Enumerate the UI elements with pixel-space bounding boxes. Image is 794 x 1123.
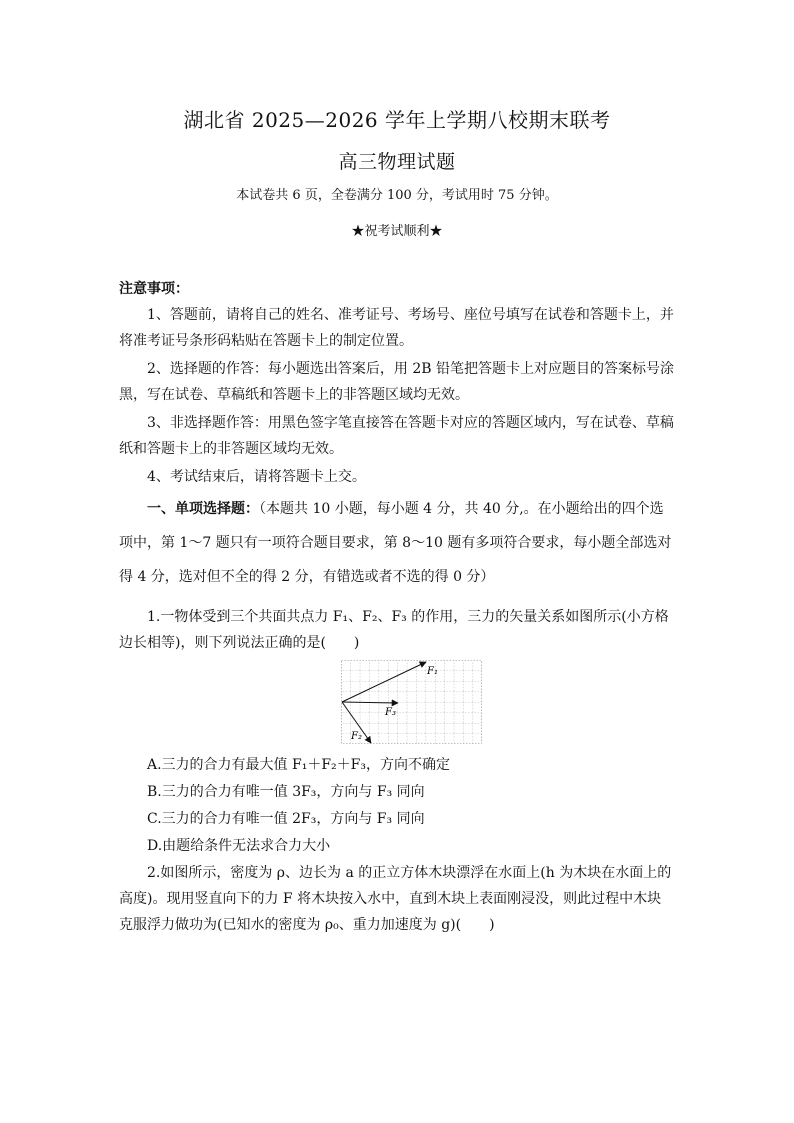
exam-title: 湖北省 2025—2026 学年上学期八校期末联考 (183, 108, 611, 132)
exam-info: 本试卷共 6 页，全卷满分 100 分，考试用时 75 分钟。 (236, 188, 558, 203)
section-1-instructions (119, 492, 675, 594)
good-luck-line: ★祝考试顺利★ (351, 224, 443, 239)
exam-subtitle: 高三物理试题 (338, 151, 456, 173)
q1-option-b: B.三力的合力有唯一值 3F₃，方向与 F₃ 同向 (147, 784, 425, 800)
notice-heading: 注意事项： (119, 281, 189, 297)
section-1-heading: 一、单项选择题： (147, 501, 259, 517)
notice-item-4: 4、考试结束后，请将答题卡上交。 (147, 469, 366, 485)
q1-option-a: A.三力的合力有最大值 F₁＋F₂＋F₃，方向不确定 (147, 757, 450, 773)
notice-item-3: 3、非选择题作答：用黑色签字笔直接答在答题卡对应的答题区域内，写在试卷、草稿纸和答题卡上的非答题区域均无效。 (119, 415, 674, 457)
question-1-stem: 1.一物体受到三个共面共点力 F₁、F₂、F₃ 的作用，三力的矢量关系如图所示(小方格边长相等)，则下列说法正确的是( ) (119, 609, 669, 651)
notice-item-1: 1、答题前，请将自己的姓名、准考证号、考场号、座位号填写在试卷和答题卡上，并将准考证号条形码粘贴在答题卡上的制定位置。 (119, 307, 674, 349)
force-vector-figure (341, 660, 482, 744)
label-f2: F₂ (351, 731, 362, 742)
q1-option-d: D.由题给条件无法求合力大小 (147, 838, 331, 854)
label-f1: F₁ (427, 666, 438, 677)
force-vector-diagram (341, 660, 482, 744)
notice-item-2: 2、选择题的作答：每小题选出答案后，用 2B 铅笔把答题卡上对应题目的答案标号涂黑，写在试卷、草稿纸和答题卡上的非答题区域均无效。 (119, 361, 675, 403)
section-1-text: （本题共 10 小题，每小题 4 分，共 40 分,。在小题给出的四个选项中，第 1～7 题只有一项符合题目要求，第 8～10 题有多项符合要求，每小题全部选对得 4 分，选对但不全的得 2 分，有错选或者不选的得 0 分） (119, 501, 672, 585)
question-2-stem: 2.如图所示，密度为 ρ、边长为 a 的正立方体木块漂浮在水面上(h 为木块在水面上的高度)。现用竖直向下的力 F 将木块按入水中，直到木块上表面刚浸没，则此过程中木块克服浮力做功为(已知水的密度为 ρ₀、重力加速度为 g)( ) (119, 865, 672, 933)
q1-option-c: C.三力的合力有唯一值 2F₃，方向与 F₃ 同向 (147, 811, 425, 827)
label-f3: F₃ (385, 707, 396, 718)
